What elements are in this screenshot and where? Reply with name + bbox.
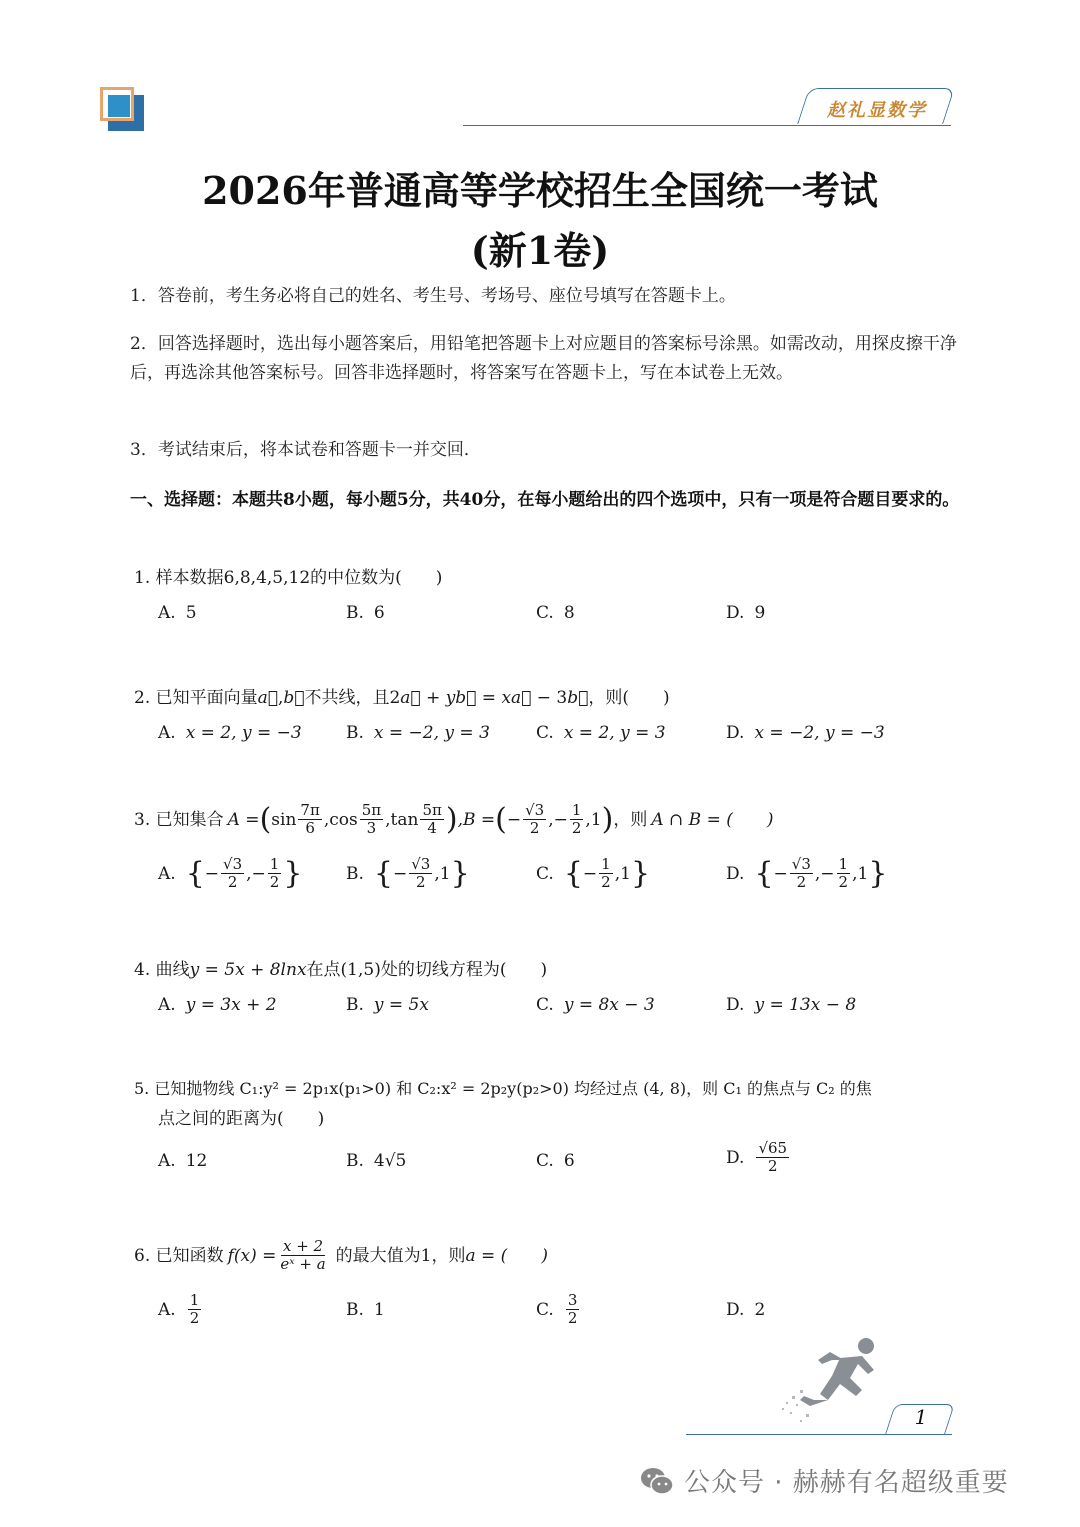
instruction-1: 1．答卷前，考生务必将自己的姓名、考生号、考场号、座位号填写在答题卡上。 xyxy=(130,286,736,306)
q3-option-d: D. { − $\frac{√3}{2}$ ,− $\frac{1}{2}$ ,1 } xyxy=(726,855,888,891)
q3-option-b: B. { − $\frac{√3}{2}$ ,1 } xyxy=(346,855,470,891)
q1-option-c: C. 8 xyxy=(536,603,575,623)
q3-option-c: C. { − $\frac{1}{2}$ ,1 } xyxy=(536,855,651,891)
brand-name: 赵礼显数学 xyxy=(827,100,927,121)
q1-option-d: D. 9 xyxy=(726,603,766,623)
watermark-text: 公众号 · 赫赫有名超级重要 xyxy=(684,1468,1009,1498)
question-4-stem: 4. 曲线y = 5x + 8lnx在点(1,5)处的切线方程为( ) xyxy=(134,960,548,980)
q5-option-b: B. 4√5 xyxy=(346,1151,407,1171)
instruction-3: 3．考试结束后，将本试卷和答题卡一并交回． xyxy=(130,440,481,460)
q4-option-c: C. y = 8x − 3 xyxy=(536,995,655,1015)
logo-square-front xyxy=(108,95,130,117)
question-5-stem-line1: 5. 已知抛物线 C₁:y² = 2p₁x(p₁>0) 和 C₂:x² = 2p₂y(p₂>0) 均经过点 (4, 8)，则 C₁ 的焦点与 C₂ 的焦 xyxy=(134,1079,872,1098)
q2-option-c: C. x = 2, y = 3 xyxy=(536,723,666,743)
question-2-stem: 2. 已知平面向量a⃗,b⃗不共线，且2a⃗ + yb⃗ = xa⃗ − 3b⃗，则( ) xyxy=(134,688,670,708)
watermark xyxy=(640,1462,1009,1499)
q6-option-d: D. 2 xyxy=(726,1300,766,1320)
question-3-stem: 3. 已知集合 A = ( sin $\frac{7\pi}{6}$ ,cos $\frac{5\pi}{3}$ ,tan $\frac{5\pi}{4}$ ) ,B = ( − $\frac{√3}{2}$ ,− $\frac{1}{2}$ ,1 ) ，则 A ∩ B = ( ) xyxy=(134,801,774,837)
q2-option-d: D. x = −2, y = −3 xyxy=(726,723,885,743)
exam-title: 2026年普通高等学校招生全国统一考试 xyxy=(202,168,878,213)
q6-option-a: A. $\frac{1}{2}$ xyxy=(158,1291,200,1327)
question-1-stem: 1. 样本数据6,8,4,5,12的中位数为( ) xyxy=(134,568,443,588)
q3-option-a: A. { − $\frac{√3}{2}$ ,− $\frac{1}{2}$ } xyxy=(158,855,303,891)
q2-option-b: B. x = −2, y = 3 xyxy=(346,723,490,743)
runner-icon xyxy=(770,1330,890,1430)
q4-option-a: A. y = 3x + 2 xyxy=(158,995,277,1015)
question-6-stem: 6. 已知函数 f(x) = $\frac{x + 2}{\text{eˣ + a}}$ 的最大值为1，则 a = ( ) xyxy=(134,1237,548,1273)
q5-option-c: C. 6 xyxy=(536,1151,575,1171)
header-rule xyxy=(463,125,951,126)
instruction-2: 2．回答选择题时，选出每小题答案后，用铅笔把答题卡上对应题目的答案标号涂黑。如需改动，用探皮擦干净后，再选涂其他答案标号。回答非选择题时，将答案写在答题卡上，写在本试卷上无效。 xyxy=(130,334,957,383)
page-number: 1 xyxy=(914,1405,928,1429)
q2-option-a: A. x = 2, y = −3 xyxy=(158,723,302,743)
q6-option-b: B. 1 xyxy=(346,1300,385,1320)
q6-option-c: C. $\frac{3}{2}$ xyxy=(536,1291,578,1327)
q5-option-d: D. $\frac{√65}{2}$ xyxy=(726,1139,788,1175)
footer-rule xyxy=(686,1434,952,1435)
q5-option-a: A. 12 xyxy=(158,1151,208,1171)
exam-subtitle: (新1卷) xyxy=(470,228,610,273)
q1-option-a: A. 5 xyxy=(158,603,197,623)
wechat-icon xyxy=(640,1466,674,1496)
question-5-stem-line2: 点之间的距离为( ) xyxy=(158,1109,325,1129)
section-heading: 一、选择题：本题共8小题，每小题5分，共40分，在每小题给出的四个选项中，只有一项是符合题目要求的。 xyxy=(130,490,960,510)
q4-option-b: B. y = 5x xyxy=(346,995,429,1015)
q1-option-b: B. 6 xyxy=(346,603,385,623)
q4-option-d: D. y = 13x − 8 xyxy=(726,995,857,1015)
